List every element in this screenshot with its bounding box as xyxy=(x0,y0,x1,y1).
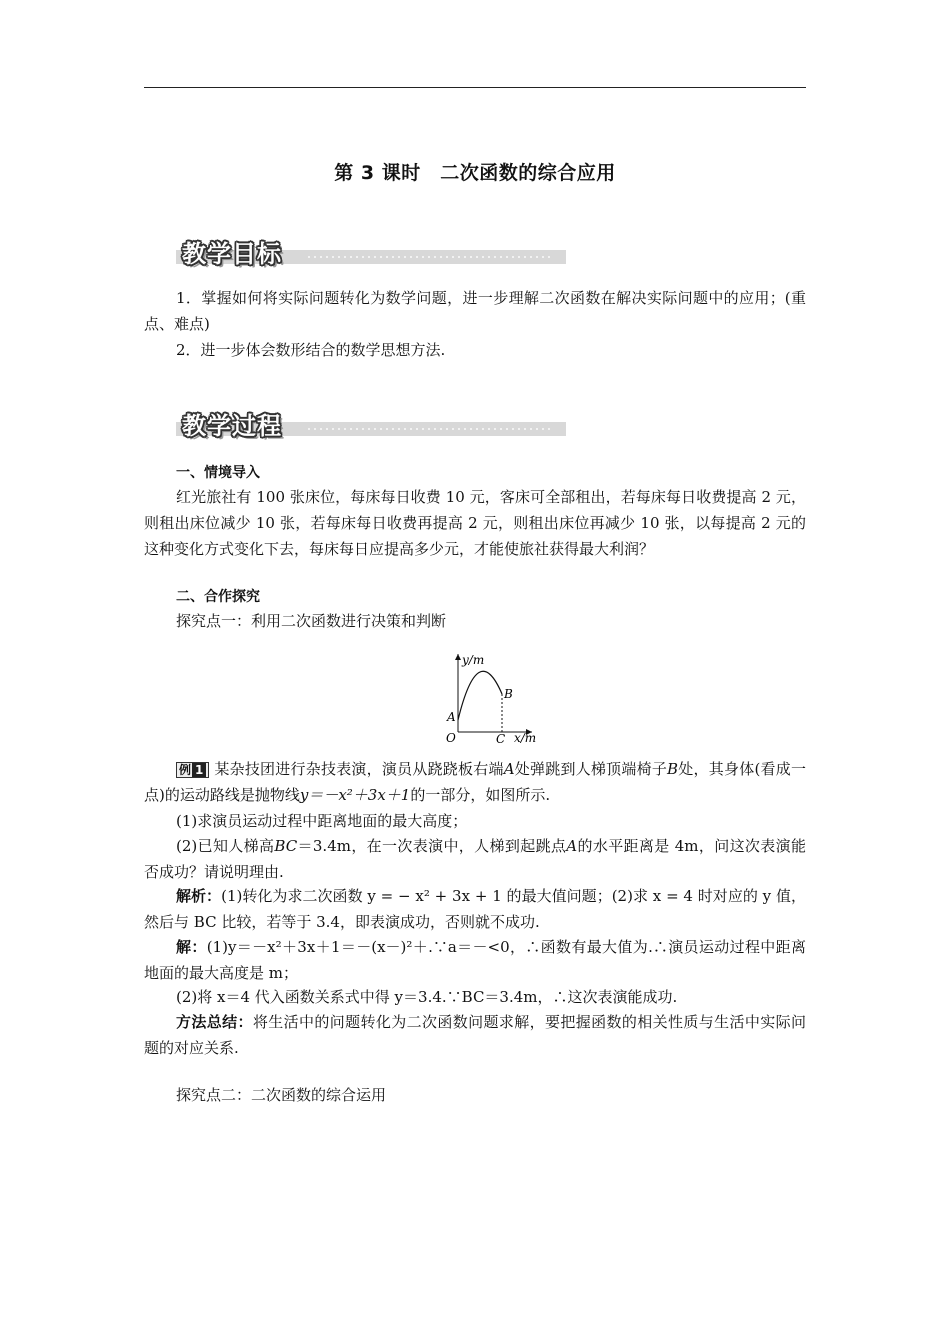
stem-part-3: 处，其身体(看成一点)的运动路线是抛物线 xyxy=(144,760,806,804)
explore-point-2: 探究点二：二次函数的综合运用 xyxy=(176,1086,387,1104)
method-summary xyxy=(144,1009,806,1061)
intro-text: 红光旅社有 100 张床位，每床每日收费 10 元，客床可全部租出，若每床每日收费提高 2 元，则租出床位减少 10 张，若每床每日收费再提高 2 元，则租出床位再减少 10 张，以每提高 2 元的这种变化方式变化下去，每床每日应提高多少元，才能使旅社获得最大利润？ xyxy=(144,488,806,558)
q2-part-1: (2)已知人梯高 xyxy=(176,837,275,855)
origin-label: O xyxy=(446,731,456,745)
summary-text: 将生活中的问题转化为二次函数问题求解，要把握函数的相关性质与生活中实际问题的对应关系. xyxy=(144,1013,806,1057)
explore-heading: 二、合作探究 xyxy=(176,589,260,605)
point-b-label: B xyxy=(504,687,513,701)
banner-label-process: 教学过程 xyxy=(182,412,282,440)
summary-label: 方法总结： xyxy=(176,1013,253,1031)
stem-equation: y＝－x²＋3x＋1 xyxy=(299,786,411,804)
example-stem xyxy=(144,756,806,808)
stem-part-1: 某杂技团进行杂技表演，演员从跷跷板右端 xyxy=(214,760,504,778)
stem-point-b: B xyxy=(667,760,679,778)
parabola-figure xyxy=(440,650,540,748)
section-banner-goals xyxy=(176,234,566,268)
explore-point-1: 探究点一：利用二次函数进行决策和判断 xyxy=(176,612,447,630)
top-rule xyxy=(144,87,806,88)
solution-text-1: (1)y＝－x²＋3x＋1＝－(x－)²＋.∵a＝－<0，∴函数有最大值为.∴演员运动过程中距离地面的最大高度是 m； xyxy=(144,938,806,982)
example-badge-num: 1 xyxy=(192,763,206,777)
section-banner-process xyxy=(176,406,566,440)
banner-label-goals: 教学目标 xyxy=(182,240,282,268)
analysis xyxy=(144,883,806,935)
analysis-label: 解析： xyxy=(176,887,222,905)
q2-point-a: A xyxy=(566,837,578,855)
question-2 xyxy=(144,833,806,885)
banner-dots xyxy=(306,256,551,258)
point-c-label: C xyxy=(496,732,506,746)
solution-label: 解： xyxy=(176,938,207,956)
point-a-label: A xyxy=(447,710,456,724)
stem-part-2: 处弹跳到人梯顶端椅子 xyxy=(514,760,668,778)
goal-2: 2．进一步体会数形结合的数学思想方法. xyxy=(176,341,446,359)
stem-part-4: 的一部分，如图所示. xyxy=(410,786,551,804)
example-badge-text: 例 xyxy=(179,763,192,777)
y-axis-label: y/m xyxy=(462,653,485,667)
goal-1: 1．掌握如何将实际问题转化为数学问题，进一步理解二次函数在解决实际问题中的应用；(重点、难点) xyxy=(144,289,806,333)
banner-dots xyxy=(306,428,551,430)
solution-1 xyxy=(144,934,806,986)
q2-part-2: ＝3.4m，在一次表演中，人梯到起跳点 xyxy=(297,837,567,855)
y-axis-arrow xyxy=(455,654,461,660)
intro-heading: 一、情境导入 xyxy=(176,465,260,481)
solution-2: (2)将 x＝4 代入函数关系式中得 y＝3.4.∵BC＝3.4m，∴这次表演能成功. xyxy=(176,988,678,1006)
stem-point-a: A xyxy=(503,760,515,778)
analysis-text: (1)转化为求二次函数 y = − x² + 3x + 1 的最大值问题；(2)求 x = 4 时对应的 y 值，然后与 BC 比较，若等于 3.4，即表演成功，否则就不成功. xyxy=(144,887,806,931)
q2-part-3: 的水平距离是 4m，问这次表演能否成功？请说明理由. xyxy=(144,837,807,881)
question-1: (1)求演员运动过程中距离地面的最大高度； xyxy=(176,812,468,830)
q2-bc: BC xyxy=(274,837,298,855)
parabola-curve xyxy=(458,671,502,720)
page-title: 第 3 课时 二次函数的综合应用 xyxy=(334,162,616,184)
x-axis-label: x/m xyxy=(514,731,537,745)
example-badge xyxy=(176,762,209,778)
